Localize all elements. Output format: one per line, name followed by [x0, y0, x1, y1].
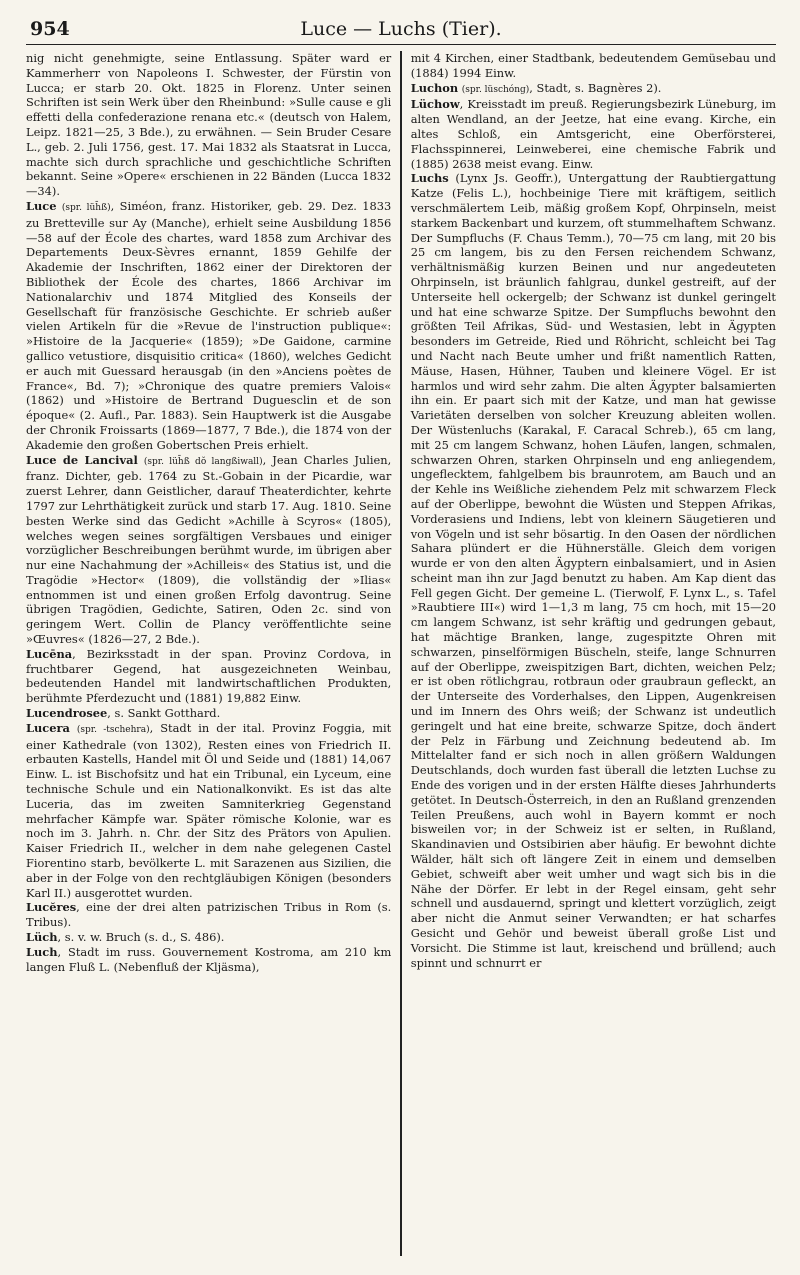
dictionary-entry — [26, 900, 391, 930]
page-number: 954 — [30, 18, 70, 40]
dictionary-entry — [26, 945, 391, 975]
entry-pronunciation: (spr. lüschóng) — [461, 84, 530, 95]
dictionary-entry — [26, 453, 391, 647]
entry-text: , Stadt im russ. Gouvernement Kostroma, am 210 km langen Fluß L. (Nebenfluß der Kljäsma), — [26, 944, 392, 974]
entry-text: , Stadt, s. Bagnères 2). — [529, 80, 662, 95]
entry-text: , Siméon, franz. Historiker, geb. 29. Dez. 1833 zu Bretteville sur Ay (Manche), erhielt seine Ausbildung 1856—58 auf der École des chartes, ward 1858 zum Archivar des Departements Deux-Sèvres ernannt, 1859 Gehilfe der Akademie der Inschriften, 1862 einer der Direktoren der Bibliothek der École des chartes, 1866 Archivar im Nationalarchiv und 1874 Mitglied des Konseils der Gesellschaft für französische Geschichte. Er schrieb außer vielen Artikeln für die »Revue de l'instruction publique«: »Histoire de la Jacquerie« (1859); »De Gaidone, carmine gallico vetustiore, disquisitio critica« (1860), welches Gedicht er auch mit Guessard herausgab (in den »Anciens poètes de France«, Bd. 7); »Chronique des quatre premiers Valois« (1862) und »Histoire de Bertrand Duguesclin et de son époque« (2. Aufl., Par. 1883). Sein Hauptwerk ist die Ausgabe der Chronik Froissarts (1869—1877, 7 Bde.), die 1874 von der Akademie den großen Gobertschen Preis erhielt. — [26, 198, 392, 452]
entry-headword: Lüchow — [410, 97, 460, 112]
entry-headword: Luch — [26, 944, 58, 959]
entry-headword: Lucendrosee — [26, 706, 108, 721]
left-column — [26, 51, 400, 1256]
entry-pronunciation: (spr. -tschehra) — [76, 724, 150, 735]
entry-text: nig nicht genehmigte, seine Entlassung. Später ward er Kammerherr von Napoleons I. Schwester, der Fürstin von Lucca; er starb 20. Okt. 1825 in Florenz. Unter seinen Schriften ist sein Werk über den Rheinbund: »Sulle cause e gli effetti della confederazione renana etc.« (deutsch von Halem, Leipz. 1821—25, 3 Bde.), zu erwähnen. — Sein Bruder Cesare L., geb. 2. Juli 1756, gest. 17. Mai 1832 als Staatsrat in Lucca, machte sich durch sprachliche und geschichtliche Schriften bekannt. Seine »Opere« erschienen in 22 Bänden (Lucca 1832—34). — [26, 51, 392, 199]
entry-headword: Lucera — [26, 720, 70, 735]
right-column — [402, 51, 776, 1256]
dictionary-entry — [26, 721, 391, 901]
running-head: Luce — Luchs (Tier). — [300, 18, 502, 40]
entry-text: , s. v. w. Bruch (s. d., S. 486). — [57, 930, 225, 945]
entry-headword: Lucĕres — [26, 900, 77, 915]
entry-headword: Luce de Lancival — [26, 452, 138, 467]
dictionary-entry — [26, 199, 391, 453]
entry-headword: Luchs — [410, 171, 449, 186]
dictionary-entry — [26, 647, 391, 706]
dictionary-entry — [26, 930, 391, 945]
entry-text: mit 4 Kirchen, einer Stadtbank, bedeutendem Gemüsebau und (1884) 1994 Einw. — [410, 51, 776, 80]
dictionary-entry — [411, 81, 776, 98]
entry-headword: Lucēna — [26, 646, 73, 661]
entry-text: (Lynx Js. Geoffr.), Untergattung der Raubtiergattung Katze (Felis L.), hochbeinige Tiere mit kräftigem, seitlich verschmälertem Leib, mäßig großem Kopf, Ohrpinseln, meist starkem Backenbart und kurzem, oft stummelhaftem Schwanz. Der Sumpfluchs (F. Chaus Temm.), 70—75 cm lang, mit 20 bis 25 cm langem, bis zu den Fersen reichendem Schwanz, verhältnismäßig kurzen Beinen und nur angedeuteten Ohrpinseln, ist bräunlich fahlgrau, dunkel gestreift, auf der Unterseite hell ockergelb; der Schwanz ist dunkel geringelt und hat eine schwarze Spitze. Der Sumpfluchs bewohnt den größten Teil Afrikas, Süd- und Westasien, lebt in Ägypten besonders im Getreide, Ried und Röhricht, schleicht bei Tag und Nacht nach Beute umher und frißt namentlich Ratten, Mäuse, Hasen, Hühner, Tauben und kleinere Vögel. Er ist harmlos und wird sehr zahm. Die alten Ägypter balsamierten ihn ein. Er paart sich mit der Katze, und man hat gewisse Varietäten derselben von solcher Kreuzung ableiten wollen. Der Wüstenluchs (Karakal, F. Caracal Schreb.), 65 cm lang, mit 25 cm langem Schwanz, hohen Läufen, langen, schmalen, schwarzen Ohren, starken Ohrpinseln und eng anliegendem, ungeflecktem, fahlgelbem bis braunrotem, am Bauch und an der Kehle ins Weißliche ziehendem Pelz mit schwarzem Fleck auf der Oberlippe, bewohnt die Wüsten und Steppen Afrikas, Vorderasiens und Indiens, lebt von kleinern Säugetieren und von Vögeln und ist sehr bösartig. In den Oasen der nördlichen Sahara plündert er die Hühnerställe. Gleich dem vorigen wurde er von den alten Ägyptern einbalsamiert, und in Asien scheint man ihn zur Jagd benutzt zu haben. Am Kap dient das Fell gegen Gicht. Der gemeine L. (Tierwolf, F. Lynx L., s. Tafel »Raubtiere III«) wird 1—1,3 m lang, 75 cm hoch, mit 15—20 cm langem Schwanz, ist sehr kräftig und gedrungen gebaut, hat mächtige Branken, lange, zugespitzte Ohren mit schwarzen, pinselförmigen Büscheln, steife, lange Schnurren auf der Oberlippe, zweispitzigen Bart, dichten, weichen Pelz; er ist oben rötlichgrau, rotbraun oder graubraun gefleckt, an der Unterseite des Vorderhalses, den Lippen, Augenkreisen und im Innern des Ohrs weiß; der Schwanz ist undeutlich geringelt und hat eine breite, schwarze Spitze, doch ändert der Pelz in Färbung und Zeichnung bedeutend ab. Im Mittelalter fand er sich noch in allen größern Waldungen Deutschlands, doch wurden fast überall die letzten Luchse zu Ende des vorigen und in der ersten Hälfte dieses Jahrhunderts getötet. In Deutsch-Österreich, in den an Rußland grenzenden Teilen Preußens, auch wohl in Bayern kommt er noch bisweilen vor; in der Schweiz ist er selten, in Rußland, Skandinavien und Ostsibirien aber häufig. Er bewohnt dichte Wälder, hält sich oft längere Zeit in einem und demselben Gebiet, schweift aber weit umher und wagt sich bis in die Nähe der Dörfer. Er lebt in der Regel einsam, geht sehr schnell und ausdauernd, springt und klettert vorzüglich, zeigt aber nicht die Anmut seiner Verwandten; er hat scharfes Gesicht und Gehör und beweist überall große List und Vorsicht. Die Stimme ist laut, kreischend und brüllend; auch spinnt und schnurrt er — [410, 171, 776, 970]
text-columns — [26, 51, 776, 1256]
entry-text: , eine der drei alten patrizischen Tribus in Rom (s. Tribus). — [26, 900, 392, 930]
page-header — [26, 14, 776, 45]
entry-pronunciation: (spr. lüh̄ß) — [61, 202, 111, 213]
dictionary-entry — [26, 51, 391, 199]
dictionary-entry — [411, 171, 776, 970]
dictionary-entry — [411, 51, 776, 81]
entry-text: , Kreisstadt im preuß. Regierungsbezirk Lüneburg, im alten Wendland, an der Jeetze, hat eine evang. Kirche, ein altes Schloß, ein Amtsgericht, eine Oberförsterei, Flachsspinnerei, Leinweberei, eine chemische Fabrik und (1885) 2638 meist evang. Einw. — [410, 97, 776, 171]
entry-pronunciation: (spr. lüh̄ß dŏ langßiwall) — [143, 456, 263, 467]
entry-text: , Bezirksstadt in der span. Provinz Cordova, in fruchtbarer Gegend, hat ausgezeichneten Weinbau, bedeutenden Handel mit landwirtschaftlichen Produkten, berühmte Pferdezucht und (1881) 19,882 Einw. — [26, 646, 392, 706]
entry-text: , Jean Charles Julien, franz. Dichter, geb. 1764 zu St.-Gobain in der Picardie, war zuerst Lehrer, dann Geistlicher, darauf Theaterdichter, kehrte 1797 zur Lehrthätigkeit zurück und starb 17. Aug. 1810. Seine besten Werke sind das Gedicht »Achille à Scyros« (1805), welches wegen seines sorgfältigen Versbaues und einiger vorzüglicher Beschreibungen berühmt wurde, im übrigen aber nur eine Nachahmung der »Achilleis« des Statius ist, und die Tragödie »Hector« (1809), die vollständig der »Ilias« entnommen ist und einen großen Erfolg davontrug. Seine übrigen Tragödien, Gedichte, Satiren, Oden 2c. sind von geringem Wert. Collin de Plancy veröffentlichte seine »Œuvres« (1826—27, 2 Bde.). — [26, 452, 392, 647]
entry-headword: Lüch — [26, 930, 58, 945]
entry-text: , s. Sankt Gotthard. — [107, 706, 221, 721]
entry-text: , Stadt in der ital. Provinz Foggia, mit einer Kathedrale (von 1302), Resten eines von Friedrich II. erbauten Kastells, Handel mit Öl und Seide und (1881) 14,067 Einw. L. ist Bischofsitz und hat ein Tribunal, ein Lyceum, eine technische Schule und ein Nationalkonvikt. Es ist das alte Luceria, das im zweiten Samniterkrieg Gegenstand mehrfacher Kämpfe war. Später römische Kolonie, war es noch im 3. Jahrh. n. Chr. der Sitz des Prätors von Apulien. Kaiser Friedrich II., welcher in dem nahe gelegenen Castel Fiorentino starb, bevölkerte L. mit Sarazenen aus Sizilien, die aber in der Folge von den rechtgläubigen Königen (besonders Karl II.) ausgerottet wurden. — [26, 720, 392, 900]
entry-headword: Luce — [26, 198, 57, 213]
dictionary-entry — [411, 97, 776, 171]
entry-headword: Luchon — [410, 80, 459, 95]
dictionary-entry — [26, 706, 391, 721]
